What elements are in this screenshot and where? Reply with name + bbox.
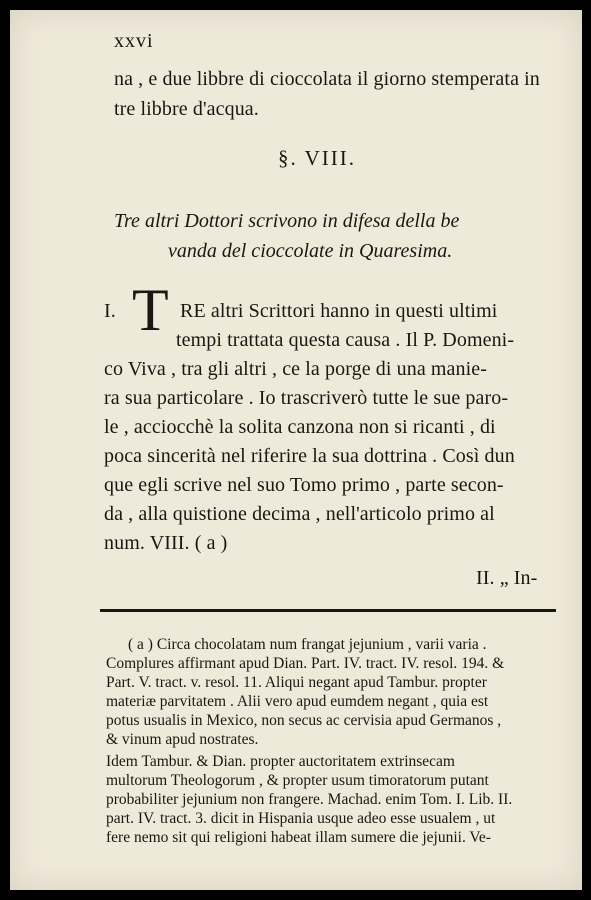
paragraph-line: ra sua particolare . Io trascriverò tutte le sue paro- (104, 387, 509, 409)
paragraph-line: tempi trattata questa causa . Il P. Domeni- (176, 329, 515, 351)
paragraph-line: RE altri Scrittori hanno in questi ultimi (180, 300, 498, 322)
footnote-line: part. IV. tract. 3. dicit in Hispania usque adeo esse usualem , ut (106, 810, 496, 827)
paragraph-line: da , alla quistione decima , nell'articolo primo al (104, 503, 495, 525)
footnote-line: Idem Tambur. & Dian. propter auctoritatem extrinsecam (106, 753, 455, 770)
paragraph-line: poca sincerità nel riferire la sua dottrina . Così dun (104, 445, 515, 467)
footnote-line: Part. V. tract. v. resol. 11. Aliqui negant apud Tambur. propter (106, 674, 487, 691)
continuation-line: na , e due libbre di cioccolata il giorno stemperata in (114, 68, 540, 90)
paragraph-line: num. VIII. ( a ) (104, 532, 228, 554)
footnote-line: ( a ) Circa chocolatam num frangat jejunium , varii varia . (128, 636, 487, 653)
continuation-line: tre libbre d'acqua. (114, 98, 259, 120)
paragraph-number: I. (104, 300, 116, 322)
footnote-line: fere nemo sit qui religioni habeat illam sumere die jejunii. Ve- (106, 829, 491, 846)
footnote-line: probabiliter jejunium non frangere. Machad. enim Tom. I. Lib. II. (106, 791, 513, 808)
section-subtitle: vanda del cioccolate in Quaresima. (168, 240, 453, 262)
footnote-line: potus usualis in Mexico, non secus ac cervisia apud Germanos , (106, 712, 502, 729)
footnote-line: multorum Theologorum , & propter usum timoratorum putant (106, 772, 489, 789)
paragraph-line: co Viva , tra gli altri , ce la porge di una manie- (104, 358, 488, 380)
paragraph-line: que egli scrive nel suo Tomo primo , parte secon- (104, 474, 504, 496)
section-subtitle: Tre altri Dottori scrivono in difesa della be (114, 210, 460, 232)
footnote-line: & vinum apud nostrates. (106, 731, 259, 748)
paragraph-line: le , acciocchè la solita canzona non si ricanti , di (104, 416, 496, 438)
page-number: xxvi (114, 30, 154, 52)
drop-cap: T (132, 277, 169, 343)
catchword: II. „ In- (476, 567, 538, 589)
book-page (10, 10, 582, 890)
footnote-line: materiæ parvitatem . Alii vero apud eumdem negant , quia est (106, 693, 489, 710)
footnote-line: Complures affirmant apud Dian. Part. IV. tract. IV. resol. 194. & (106, 655, 505, 672)
section-heading: §. VIII. (278, 146, 357, 170)
footnote-rule (100, 609, 556, 612)
